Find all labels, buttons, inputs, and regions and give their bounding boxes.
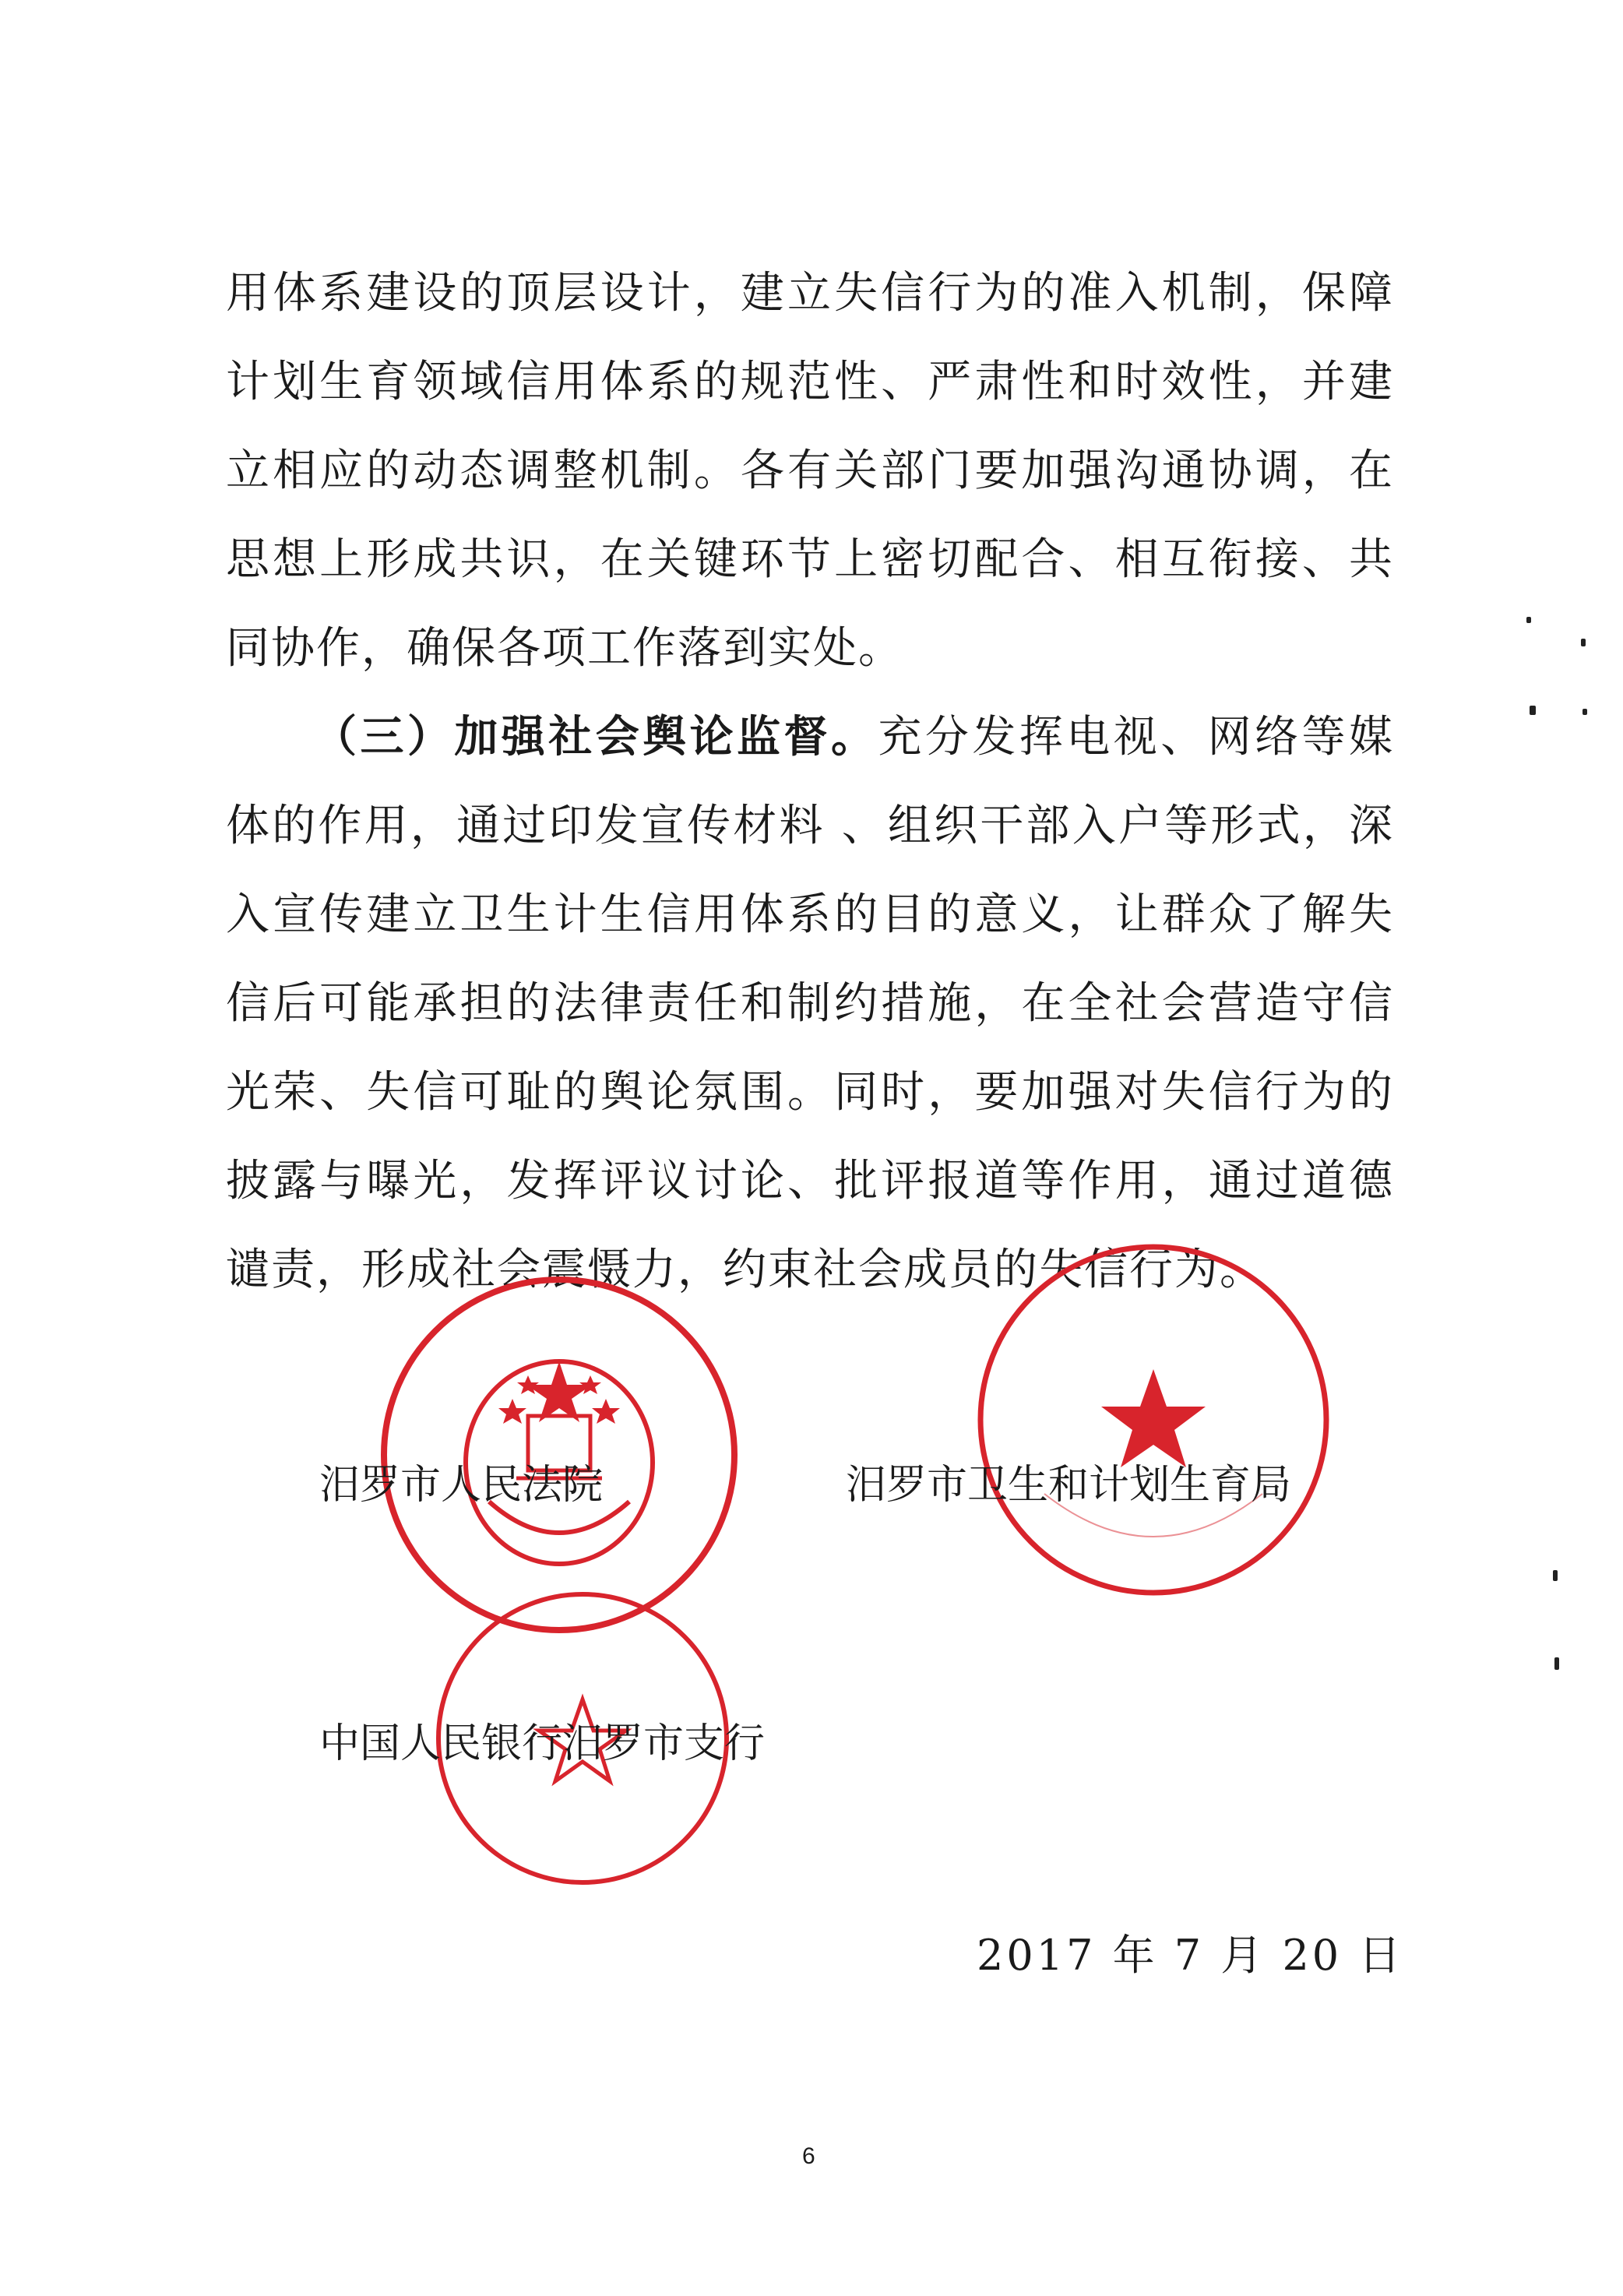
document-date: 2017 年 7 月 20 日: [977, 1931, 1404, 1980]
scan-speck: [1553, 1570, 1558, 1581]
signatory-bank: 中国人民银行汨罗市支行: [319, 1720, 766, 1767]
paragraph-1: [226, 249, 1394, 693]
scan-speck: [1581, 639, 1586, 646]
scan-speck: [1526, 617, 1531, 623]
signatory-health-bureau: 汨罗市卫生和计划生育局: [846, 1462, 1292, 1509]
scan-speck: [1554, 1657, 1559, 1670]
section-heading: （三）加强社会舆论监督。: [313, 712, 878, 762]
health-bureau-seal: [970, 1237, 1336, 1603]
paragraph-2-text: 充分发挥电视、网络等媒体的作用，通过印发宣传材料 、组织干部入户等形式，深入宣传建立卫生计生信用体系的目的意义，让群众了解失信后可能承担的法律责任和制约措施，在全社会营造守信光荣、失信可耻的舆论氛围。同时，要加强对失信行为的披露与曝光，发挥评议讨论、批评报道等作用，通过道德谴责，形成社会震慑力，约束社会成员的失信行为。: [226, 712, 1395, 1295]
paragraph-1-text: 用体系建设的顶层设计，建立失信行为的准入机制，保障计划生育领域信用体系的规范性、严肃性和时效性，并建立相应的动态调整机制。各有关部门要加强沟通协调，在思想上形成共识，在关键环节上密切配合、相互衔接、共同协作，确保各项工作落到实处。: [226, 268, 1394, 674]
signatory-court: 汨罗市人民法院: [319, 1462, 604, 1509]
paragraph-2: [226, 693, 1394, 1315]
page-number: 6: [802, 2143, 815, 2169]
scan-speck: [1530, 706, 1536, 715]
body-text: [226, 249, 1394, 1315]
scan-speck: [1583, 709, 1587, 715]
